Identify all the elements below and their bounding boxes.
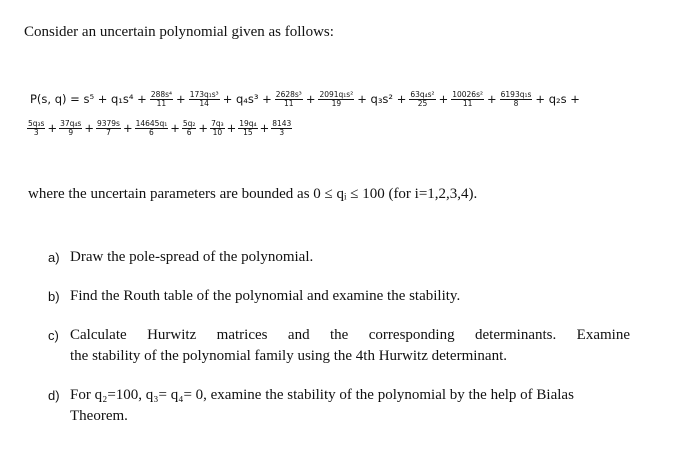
fraction [96, 120, 121, 137]
denominator: 11 [284, 98, 294, 108]
denominator: 11 [156, 98, 167, 108]
operator: + [170, 121, 180, 136]
numerator: 2628s³ [275, 90, 302, 99]
question-a [48, 247, 630, 269]
denominator: 3 [33, 127, 39, 137]
operator: + [122, 121, 133, 136]
numerator: 19q₄ [239, 119, 257, 128]
operator: + [198, 121, 209, 136]
numerator: 10026s² [452, 90, 483, 99]
numerator: 288s⁴ [150, 90, 173, 99]
eq-lhs: P(s, q) = s⁵ + q₁s⁴ + [30, 92, 147, 107]
term: + q₂s + [535, 92, 580, 107]
polynomial-equation-line-1 [28, 91, 582, 108]
numerator: 2091q₁s² [319, 90, 354, 99]
fraction [451, 91, 484, 108]
question-label: b) [48, 289, 60, 304]
operator: + [438, 92, 449, 107]
operator: + [305, 92, 316, 107]
numerator: 173q₁s³ [189, 90, 219, 99]
question-text-line-2: the stability of the polynomial family using the 4th Hurwitz determinant. [70, 348, 507, 364]
numerator: 7q₃ [211, 119, 224, 128]
fraction [135, 120, 169, 137]
numerator: 8143 [272, 119, 292, 128]
fraction [318, 91, 354, 108]
term: + q₄s³ + [222, 92, 272, 107]
question-text-line-1: Calculate Hurwitz matrices and the corresponding determinants. Examine [70, 327, 630, 343]
parameter-bounds-text: where the uncertain parameters are bounded as 0 ≤ qᵢ ≤ 100 (for i=1,2,3,4). [28, 186, 478, 202]
fraction [150, 91, 173, 108]
operator: + [47, 121, 58, 136]
fraction [271, 120, 292, 137]
numerator: 5q₂ [182, 119, 196, 128]
question-label: d) [48, 388, 60, 403]
operator: + [259, 121, 270, 136]
fraction [27, 120, 45, 137]
denominator: 10 [212, 127, 223, 137]
denominator: 11 [462, 98, 473, 108]
denominator: 14 [199, 98, 209, 108]
denominator: 7 [106, 127, 111, 137]
numerator: 14645q₁ [135, 119, 168, 128]
denominator: 25 [417, 98, 428, 108]
numerator: 6193q₁s [500, 90, 532, 99]
question-b [48, 286, 630, 308]
question-c [48, 325, 630, 367]
operator: + [84, 121, 94, 136]
fraction [189, 91, 220, 108]
numerator: 5q₃s [28, 119, 45, 128]
polynomial-equation-line-2 [26, 120, 293, 137]
question-text: Find the Routh table of the polynomial and examine the stability. [70, 288, 461, 304]
question-text-line-1: For q₂=100, q₃= q₄= 0, examine the stability of the polynomial by the help of Bialas [70, 387, 574, 403]
operator: + [487, 92, 497, 107]
operator: + [226, 121, 237, 136]
question-label: a) [48, 250, 60, 265]
question-text [70, 325, 630, 367]
question-text [70, 385, 630, 427]
fraction [500, 91, 533, 108]
question-text-line-2: Theorem. [70, 408, 128, 424]
fraction [238, 120, 257, 137]
denominator: 15 [243, 127, 253, 137]
fraction [182, 120, 197, 137]
denominator: 6 [149, 127, 154, 137]
fraction [409, 91, 435, 108]
question-d [48, 385, 630, 427]
fraction [210, 120, 225, 137]
denominator: 19 [331, 98, 342, 108]
numerator: 37q₄s [60, 119, 82, 128]
denominator: 6 [186, 127, 192, 137]
denominator: 3 [279, 127, 285, 137]
numerator: 63q₄s² [410, 90, 435, 99]
fraction [275, 91, 303, 108]
intro-text: Consider an uncertain polynomial given as follows: [24, 24, 334, 40]
numerator: 9379s [96, 119, 120, 128]
denominator: 8 [513, 98, 519, 108]
denominator: 9 [68, 127, 74, 137]
term: + q₃s² + [357, 92, 407, 107]
question-text: Draw the pole-spread of the polynomial. [70, 249, 314, 265]
fraction [59, 120, 82, 137]
question-label: c) [48, 328, 59, 343]
operator: + [176, 92, 186, 107]
